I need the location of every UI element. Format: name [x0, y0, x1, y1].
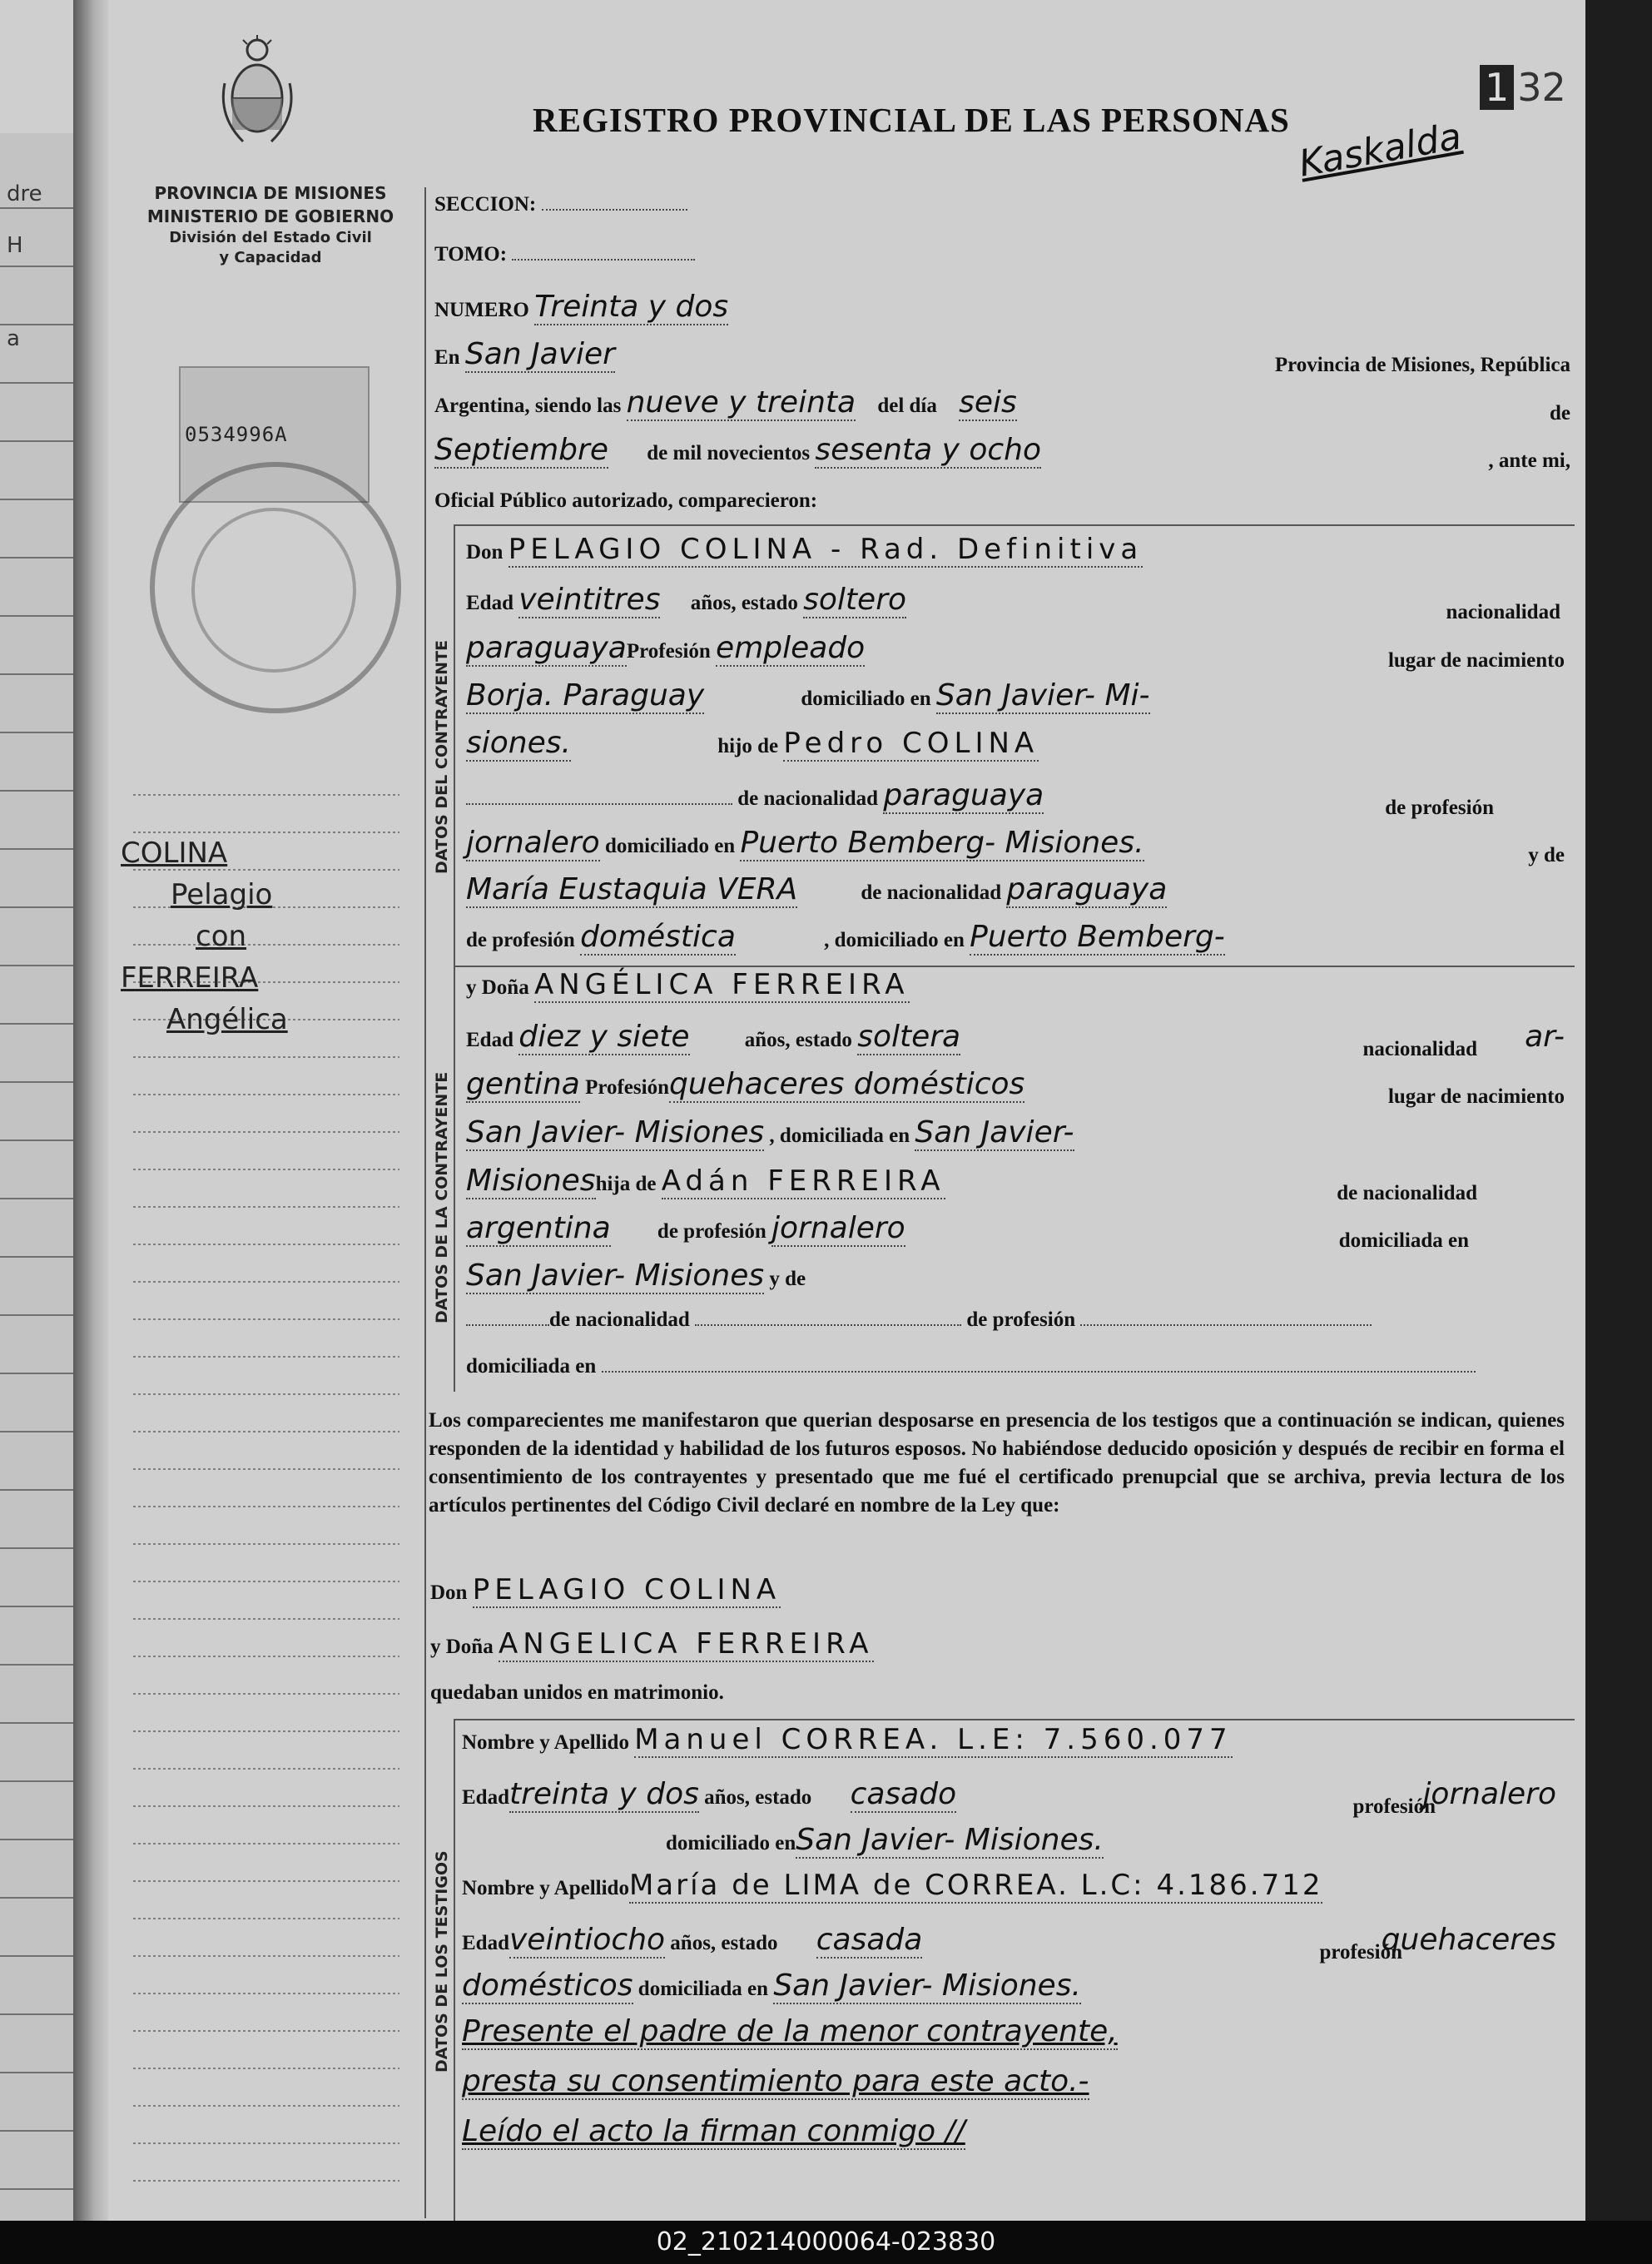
- tomo-value: [512, 259, 695, 261]
- declaration-don-row: [430, 1573, 781, 1606]
- t2-dom-row: [462, 1969, 1081, 2003]
- left-page-fragment: H: [7, 233, 23, 258]
- c1-lugar: Borja. Paraguay: [466, 678, 705, 712]
- en-value: San Javier: [464, 337, 615, 371]
- edad-label: Edad: [462, 1932, 509, 1954]
- c1-lugar-row: [466, 678, 1569, 712]
- t1-dom-row: [666, 1823, 1104, 1857]
- c1-padre-nac-row: [466, 778, 1569, 819]
- declaration-text: Los comparecientes me manifestaron que querian desposarse en presencia de los testigos que a continuación se indican, quienes responden de la identidad y habilidad de los futuros esposos. No habiéndose deducido oposición y después de recibir en forma el consentimiento de los contrayentes y presentado que me fué el certificado prenupcial que se archiva, previa lectura de los artículos pertinentes del Código Civil declaré en nombre de la Ley que:: [429, 1409, 1565, 1517]
- declaration-dona-row: [430, 1627, 874, 1661]
- profesion-label: profesión: [1319, 1941, 1402, 1964]
- t2-name-row: [462, 1869, 1322, 1902]
- de-nac-label: de nacionalidad: [1337, 1182, 1477, 1204]
- anos-estado-label: años, estado: [704, 1786, 812, 1809]
- contrayente-f-section-label: DATOS DE LA CONTRAYENTE: [433, 1071, 451, 1323]
- province-text: Provincia de Misiones, República: [1274, 354, 1570, 376]
- anos-estado-label: años, estado: [744, 1029, 852, 1051]
- t2-edad-row: [462, 1923, 1569, 1964]
- note-line: Leído el acto la firman conmigo //: [462, 2114, 965, 2148]
- fecha-row: [434, 433, 1575, 472]
- c1-padre-nac: paraguaya: [883, 778, 1044, 812]
- ministry-name: MINISTERIO DE GOBIERNO: [146, 206, 394, 226]
- c2-edad: diez y siete: [518, 1020, 690, 1054]
- profesion-label: Profesión: [626, 640, 711, 663]
- oficial-label: Oficial Público autorizado, comparecieron:: [434, 489, 818, 512]
- c2-madre-dom-row: [466, 1355, 1476, 1378]
- c2-hija-row: [466, 1164, 1569, 1204]
- c1-name: PELAGIO COLINA - Rad. Definitiva: [508, 533, 1144, 566]
- note-row-1: [462, 2014, 1118, 2048]
- division-name-2: y Capacidad: [219, 249, 322, 266]
- edad-label: Edad: [462, 1786, 509, 1809]
- c1-profesion-row: [466, 631, 1569, 672]
- province-name: PROVINCIA DE MISIONES: [154, 183, 387, 203]
- y-de-label: y de: [1528, 844, 1565, 866]
- book-binding: [73, 0, 108, 2221]
- hora-row: [434, 385, 1575, 424]
- c1-domicilio-2: siones.: [466, 726, 571, 760]
- seccion-label: SECCION:: [434, 193, 537, 216]
- madre-nac-label: de nacionalidad: [861, 881, 1002, 904]
- margin-note-surname-2: FERREIRA: [121, 961, 259, 995]
- c2-padre-prof-row: [466, 1211, 1569, 1252]
- hora-value: nueve y treinta: [626, 385, 856, 420]
- de-prof-label: de profesión: [1385, 797, 1494, 819]
- lugar-row: [434, 337, 1575, 376]
- sheet-number-boxed: 1: [1480, 65, 1514, 110]
- dona-label: y Doña: [466, 976, 529, 999]
- c1-edad-row: [466, 583, 1569, 623]
- c2-edad-row: [466, 1020, 1569, 1060]
- c1-profesion: empleado: [716, 631, 866, 665]
- sheet-number: [1480, 65, 1566, 110]
- declaration-dona-name: ANGELICA FERREIRA: [498, 1627, 874, 1661]
- dia-value: seis: [959, 385, 1017, 420]
- hija-label: hija de: [595, 1173, 657, 1195]
- madre-dom-label: , domiciliado en: [824, 929, 965, 951]
- padre-dom-label: domiciliado en: [604, 835, 736, 857]
- y-de-label: y de: [769, 1268, 806, 1290]
- nombre-label: Nombre y Apellido: [462, 1731, 629, 1754]
- nacionalidad-label: nacionalidad: [1446, 601, 1560, 623]
- dom-label: domiciliado en: [666, 1832, 796, 1854]
- de-prof-label: de profesión: [657, 1220, 766, 1243]
- c2-lugar: San Javier- Misiones: [466, 1115, 765, 1149]
- c1-madre: María Eustaquia VERA: [466, 872, 798, 906]
- c1-madre-dom: Puerto Bemberg-: [970, 920, 1225, 954]
- c2-name: ANGÉLICA FERREIRA: [533, 968, 910, 1001]
- tomo-label: TOMO:: [434, 243, 508, 266]
- edad-label: Edad: [466, 1029, 513, 1051]
- margin-note-surname: COLINA: [121, 837, 228, 870]
- c2-padre-dom-row: [466, 1259, 806, 1293]
- t2-dom: San Javier- Misiones.: [773, 1969, 1081, 2003]
- margin-note-name-2: Angélica: [166, 1003, 288, 1036]
- seccion-row: [434, 193, 687, 216]
- lugar-label: lugar de nacimiento: [1387, 1085, 1565, 1108]
- declaration-don-name: PELAGIO COLINA: [472, 1573, 781, 1606]
- official-signature: Kaskalda: [1296, 115, 1465, 186]
- t2-estado: casada: [816, 1923, 923, 1957]
- numero-value: Treinta y dos: [534, 290, 729, 324]
- seccion-value: [542, 209, 687, 211]
- nacionalidad-label: nacionalidad: [1362, 1038, 1477, 1060]
- c2-name-row: [466, 968, 910, 1001]
- domiciliado-label: domiciliado en: [801, 688, 931, 710]
- dom2-label: domiciliada en: [637, 1978, 769, 2000]
- c1-padre-prof-row: [466, 826, 1569, 866]
- image-id-footer: 02_210214000064-023830: [0, 2221, 1652, 2264]
- de-nac-label: de nacionalidad: [737, 787, 879, 810]
- c2-estado: soltera: [857, 1020, 961, 1054]
- c1-padre-dom: Puerto Bemberg- Misiones.: [740, 826, 1144, 860]
- de-label: de: [1550, 402, 1570, 424]
- c1-padre: Pedro COLINA: [783, 727, 1039, 760]
- issuer-header: [125, 181, 416, 268]
- contrayente-section-label: DATOS DEL CONTRAYENTE: [433, 640, 451, 874]
- numero-row: [434, 290, 728, 324]
- madre-prof-label: de profesión: [466, 929, 575, 951]
- official-seal-inner: [191, 508, 356, 673]
- c2-domicilio: San Javier-: [915, 1115, 1074, 1149]
- anos-estado-label: años, estado: [690, 592, 798, 614]
- tomo-row: [434, 243, 695, 266]
- dona-label: y Doña: [430, 1636, 494, 1658]
- lugar-label: lugar de nacimiento: [1387, 649, 1565, 672]
- padre-dom-label: domiciliada en: [1338, 1229, 1469, 1252]
- t2-edad: veintiocho: [508, 1923, 666, 1957]
- c2-madre-row: [466, 1308, 1372, 1332]
- profesion-label: Profesión: [585, 1076, 669, 1099]
- blank-line: [466, 1324, 549, 1326]
- note-line: Presente el padre de la menor contrayente,: [462, 2014, 1118, 2048]
- c2-padre-nac: argentina: [466, 1211, 611, 1245]
- profesion-label: profesión: [1352, 1795, 1436, 1818]
- c2-domicilio-2: Misiones: [466, 1164, 596, 1198]
- c2-lugar-row: [466, 1115, 1074, 1149]
- c2-nacionalidad: ar-: [1525, 1020, 1565, 1054]
- note-row-2: [462, 2064, 1089, 2098]
- madre-dom-label: domiciliada en: [466, 1355, 597, 1378]
- don-label: Don: [466, 541, 504, 564]
- c1-madre-prof-row: [466, 920, 1225, 954]
- blank-line: [695, 1324, 961, 1326]
- c1-padre-prof: jornalero: [466, 826, 600, 860]
- de-mil-label: de mil novecientos: [647, 442, 811, 464]
- left-page-edge: [0, 133, 79, 2221]
- note-row-3: [462, 2114, 965, 2148]
- c2-nacionalidad-2: gentina: [466, 1067, 580, 1101]
- testigos-section-label: DATOS DE LOS TESTIGOS: [433, 1850, 451, 2073]
- t1-dom: San Javier- Misiones.: [796, 1823, 1104, 1857]
- anio-value: sesenta y ocho: [815, 433, 1041, 467]
- nombre-label: Nombre y Apellido: [462, 1877, 629, 1899]
- mes-value: Septiembre: [434, 433, 608, 467]
- c1-madre-row: [466, 872, 1569, 906]
- unidos-text: quedaban unidos en matrimonio.: [430, 1681, 724, 1704]
- t2-name: María de LIMA de CORREA. L.C: 4.186.712: [628, 1869, 1323, 1902]
- ante-mi-label: , ante mi,: [1488, 449, 1570, 472]
- argentina-label: Argentina, siendo las: [434, 395, 622, 417]
- c1-nacionalidad: paraguaya: [466, 631, 627, 665]
- numero-label: NUMERO: [434, 299, 529, 321]
- blank-line: [1080, 1324, 1372, 1326]
- division-name: División del Estado Civil: [169, 229, 372, 246]
- left-page-fragment: dre: [7, 181, 42, 206]
- c2-profesion: quehaceres domésticos: [668, 1067, 1025, 1101]
- madre-nac-label: de nacionalidad: [549, 1308, 690, 1331]
- madre-prof-label: de profesión: [966, 1308, 1076, 1331]
- c2-padre: Adán FERREIRA: [661, 1164, 945, 1198]
- margin-note-con: con: [196, 920, 247, 953]
- oficial-row: [434, 489, 817, 513]
- coat-of-arms-icon: [218, 33, 297, 150]
- domiciliada-label: , domiciliada en: [769, 1125, 910, 1147]
- note-line: presta su consentimiento para este acto.-: [462, 2064, 1089, 2098]
- t1-edad-row: [462, 1777, 1569, 1818]
- c1-domicilio: San Javier- Mi-: [935, 678, 1150, 712]
- t1-name-row: [462, 1723, 1233, 1756]
- c1-name-row: [466, 533, 1143, 566]
- document-title: REGISTRO PROVINCIAL DE LAS PERSONAS: [533, 101, 1290, 139]
- c1-madre-nac: paraguaya: [1006, 872, 1168, 906]
- hijo-label: hijo de: [717, 735, 779, 757]
- t1-name: Manuel CORREA. L.E: 7.560.077: [634, 1723, 1233, 1756]
- left-page-fragment: a: [7, 326, 20, 351]
- blank-line: [466, 803, 732, 805]
- unidos-row: [430, 1681, 724, 1705]
- sheet-number-value: 32: [1517, 65, 1566, 110]
- t1-estado: casado: [850, 1777, 957, 1811]
- t1-prof: jornalero: [1422, 1777, 1556, 1811]
- margin-note-name: Pelagio: [171, 878, 273, 911]
- c2-padre-dom: San Javier- Misiones: [466, 1259, 765, 1293]
- c1-hijo-row: [466, 726, 1039, 760]
- stub-rules: [117, 0, 429, 2221]
- blank-line: [602, 1371, 1476, 1373]
- en-label: En: [434, 346, 460, 369]
- c2-padre-prof: jornalero: [771, 1211, 905, 1245]
- t1-edad: treinta y dos: [508, 1777, 699, 1811]
- don-label: Don: [430, 1581, 468, 1604]
- c1-madre-prof: doméstica: [580, 920, 736, 954]
- c1-estado: soltero: [803, 583, 907, 617]
- c1-edad: veintitres: [518, 583, 661, 617]
- t2-prof-2: domésticos: [462, 1969, 633, 2003]
- edad-label: Edad: [466, 592, 513, 614]
- t2-prof: quehaceres: [1381, 1923, 1556, 1957]
- left-page-rules: [0, 133, 79, 2221]
- anos-estado-label: años, estado: [670, 1932, 778, 1954]
- c2-profesion-row: [466, 1067, 1569, 1108]
- del-dia-label: del día: [877, 395, 937, 417]
- stamp-number: 0534996A: [185, 423, 288, 446]
